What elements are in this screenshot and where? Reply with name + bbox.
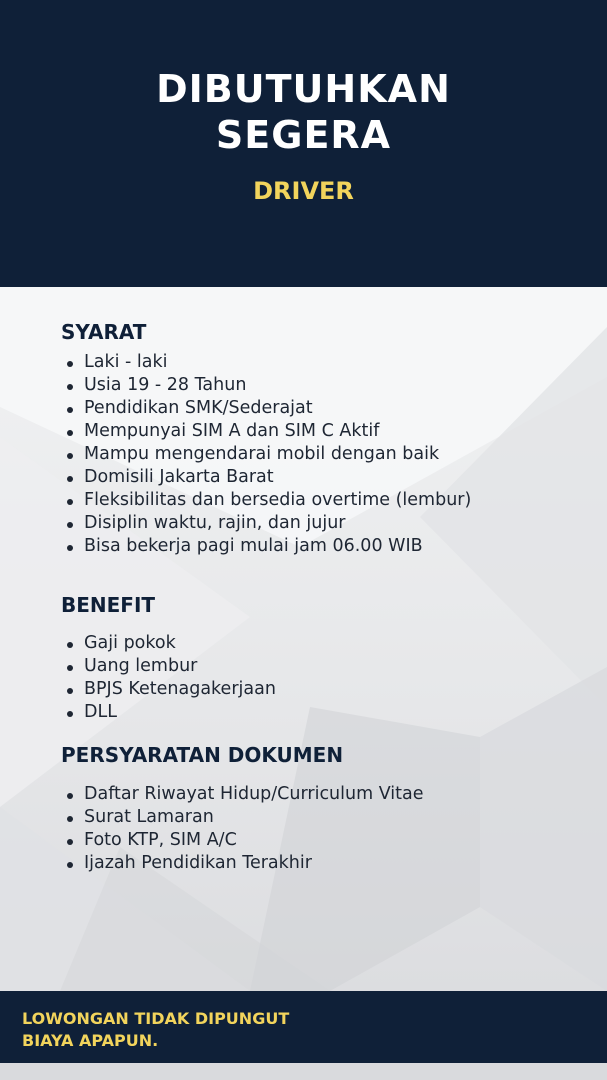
syarat-list xyxy=(61,351,471,558)
headline xyxy=(0,66,607,158)
list-item: Mempunyai SIM A dan SIM C Aktif xyxy=(61,420,471,443)
list-item: Uang lembur xyxy=(61,655,276,678)
headline-line2: SEGERA xyxy=(215,113,392,157)
header-banner xyxy=(0,0,607,287)
list-item: Daftar Riwayat Hidup/Curriculum Vitae xyxy=(61,783,424,806)
list-item: Mampu mengendarai mobil dengan baik xyxy=(61,443,471,466)
list-item: Fleksibilitas dan bersedia overtime (lembur) xyxy=(61,489,471,512)
footer-line1: LOWONGAN TIDAK DIPUNGUT xyxy=(22,1009,290,1028)
list-item: Foto KTP, SIM A/C xyxy=(61,829,424,852)
list-item: BPJS Ketenagakerjaan xyxy=(61,678,276,701)
list-item: Bisa bekerja pagi mulai jam 06.00 WIB xyxy=(61,535,471,558)
dokumen-list xyxy=(61,783,424,875)
footer-notice xyxy=(22,1008,289,1052)
list-item: Pendidikan SMK/Sederajat xyxy=(61,397,471,420)
list-item: Disiplin waktu, rajin, dan jujur xyxy=(61,512,471,535)
benefit-heading: BENEFIT xyxy=(61,593,156,617)
list-item: DLL xyxy=(61,701,276,724)
headline-line1: DIBUTUHKAN xyxy=(156,67,451,111)
dokumen-heading: PERSYARATAN DOKUMEN xyxy=(61,743,344,767)
list-item: Usia 19 - 28 Tahun xyxy=(61,374,471,397)
bottom-strip xyxy=(0,1063,607,1080)
list-item: Gaji pokok xyxy=(61,632,276,655)
list-item: Surat Lamaran xyxy=(61,806,424,829)
list-item: Domisili Jakarta Barat xyxy=(61,466,471,489)
list-item: Ijazah Pendidikan Terakhir xyxy=(61,852,424,875)
footer-line2: BIAYA APAPUN. xyxy=(22,1031,159,1050)
syarat-heading: SYARAT xyxy=(61,320,147,344)
list-item: Laki - laki xyxy=(61,351,471,374)
footer-banner xyxy=(0,991,607,1063)
position-title: DRIVER xyxy=(253,177,354,205)
content-area xyxy=(0,287,607,991)
benefit-list xyxy=(61,632,276,724)
